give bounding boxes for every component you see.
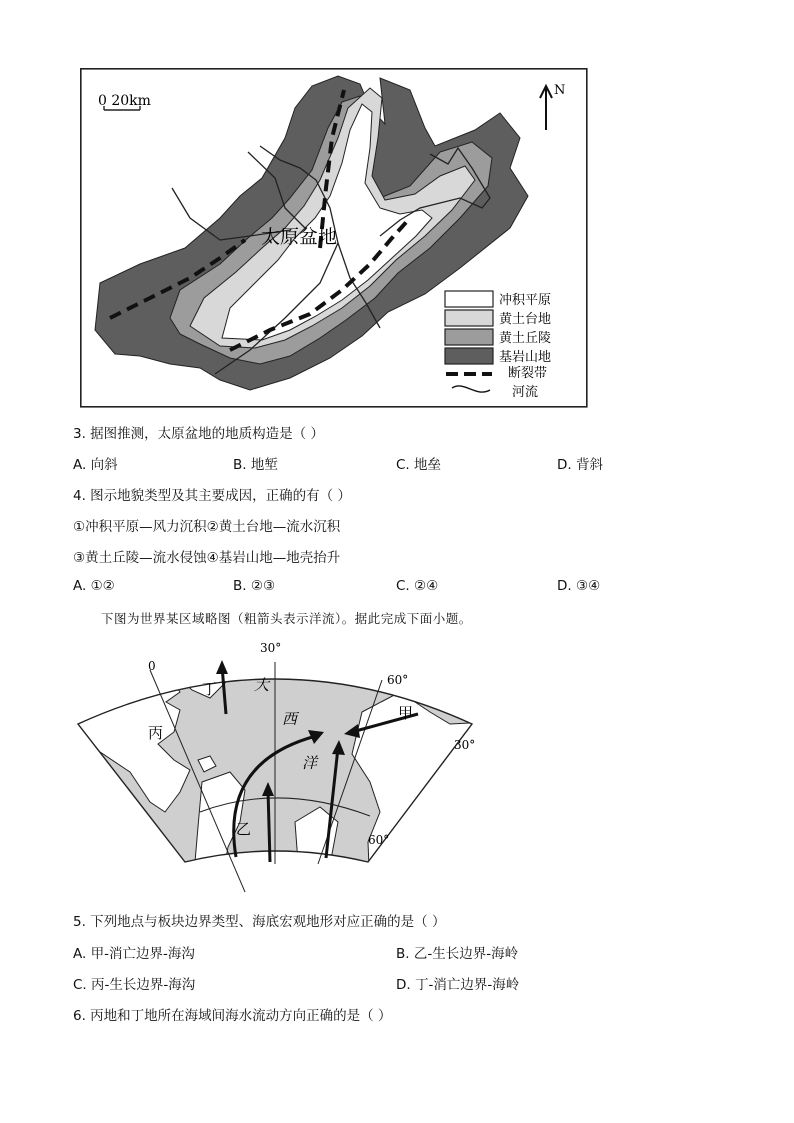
- q5-stem: 5. 下列地点与板块边界类型、海底宏观地形对应正确的是（ ）: [73, 914, 446, 930]
- label-lat-60: 60°: [368, 833, 390, 847]
- q5-option-c: C. 丙-生长边界-海沟: [73, 977, 196, 993]
- label-ding: 丁: [202, 680, 218, 698]
- label-jia: 甲: [398, 704, 414, 722]
- atlantic-region-map: [70, 632, 490, 894]
- legend-swatch-alluvial: [445, 291, 493, 307]
- q4-line2: ③黄土丘陵—流水侵蚀④基岩山地—地壳抬升: [73, 550, 341, 566]
- label-lat-30: 30°: [454, 738, 476, 752]
- q3-option-b: B. 地堑: [233, 457, 278, 473]
- label-da: 大: [254, 676, 270, 694]
- map2-intro: 下图为世界某区域略图（粗箭头表示洋流）。据此完成下面小题。: [101, 611, 472, 626]
- q3-option-a: A. 向斜: [73, 457, 118, 473]
- q4-option-a: A. ①②: [73, 578, 115, 594]
- q4-option-c: C. ②④: [396, 578, 439, 594]
- legend-swatch-loess-hills: [445, 329, 493, 345]
- q5-option-b: B. 乙-生长边界-海岭: [396, 946, 519, 962]
- north-label: N: [554, 83, 566, 98]
- current-yi: [268, 790, 270, 862]
- q5-option-a: A. 甲-消亡边界-海沟: [73, 946, 195, 962]
- q3-stem: 3. 据图推测，太原盆地的地质构造是（ ）: [73, 426, 324, 442]
- q6-stem: 6. 丙地和丁地所在海域间海水流动方向正确的是（ ）: [73, 1008, 392, 1024]
- legend-label-river: 河流: [512, 385, 539, 400]
- label-lon-0: 0: [148, 659, 156, 673]
- label-xi: 西: [282, 710, 298, 728]
- taiyuan-basin-map: [80, 68, 588, 408]
- q4-line1: ①冲积平原—风力沉积②黄土台地—流水沉积: [73, 519, 341, 535]
- legend-label-loess-platform: 黄土台地: [499, 312, 552, 327]
- q4-stem: 4. 图示地貌类型及其主要成因，正确的有（ ）: [73, 488, 351, 504]
- legend-label-loess-hills: 黄土丘陵: [499, 331, 552, 346]
- legend-label-fault: 断裂带: [508, 366, 548, 381]
- legend-swatch-bedrock: [445, 348, 493, 364]
- q3-option-c: C. 地垒: [396, 457, 442, 473]
- q5-option-d: D. 丁-消亡边界-海岭: [396, 977, 520, 993]
- scale-bar-label: 0 20km: [98, 93, 151, 109]
- legend-swatch-loess-platform: [445, 310, 493, 326]
- q4-option-b: B. ②③: [233, 578, 276, 594]
- label-lon-60: 60°: [387, 673, 409, 687]
- legend-label-bedrock: 基岩山地: [499, 350, 552, 365]
- label-bing: 丙: [148, 724, 164, 742]
- label-yang: 洋: [302, 754, 318, 772]
- label-lon-30: 30°: [260, 641, 282, 655]
- q3-option-d: D. 背斜: [557, 457, 603, 473]
- legend-label-alluvial: 冲积平原: [499, 293, 552, 308]
- label-yi: 乙: [236, 820, 252, 838]
- q4-option-d: D. ③④: [557, 578, 601, 594]
- basin-label: 太原盆地: [261, 226, 338, 248]
